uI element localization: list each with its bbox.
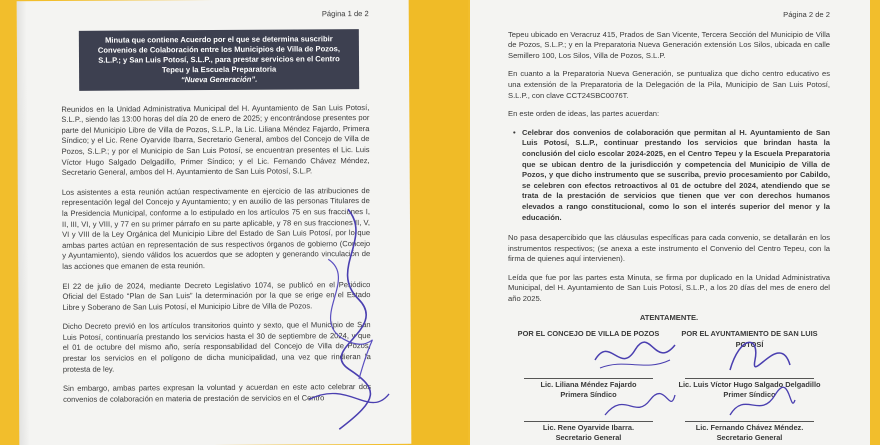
paragraph: No pasa desapercibido que las cláusulas específicas para cada convenio, se detallarán en los instrumentos respectivos; (se anexa a este instrumento el Convenio del Centro Tepeu, con la firma de quienes aquí intervienen). <box>508 233 830 264</box>
signer-name: Lic. Rene Oyarvide Ibarra. <box>542 423 635 433</box>
title-text: Minuta que contiene Acuerdo por el que se determina suscribir Convenios de Colaboración entre los Municipios de Villa de Pozos, S.L.P.; y San Luis Potosí, S.L.P., para prestar servicios en el Centro Tepeu y la Escuela Preparatoria <box>97 33 340 74</box>
paragraph: Reunidos en la Unidad Administrativa Municipal del H. Ayuntamiento de San Luis Potosí, S.L.P., siendo las 13:00 horas del día 20 de enero de 2025; y encontrándose presentes por parte del Municipio Libre de Villa de Pozos, S.L.P., la Lic. Liliana Méndez Fajardo, Primera Síndico; y el Lic. Rene Oyarvide Ibarra, Secretario General, ambos del Concejo de Villa de Pozos, S.L.P.; y por el Municipio de San Luis Potosí, se encuentran presentes el Lic. Luis Víctor Hugo Salgado Delgadillo, Primer Síndico; y el Lic. Fernando Chávez Méndez, Secretario General, ambos del H. Ayuntamiento de San Luis Potosí, S.L.P. <box>61 102 370 178</box>
signer-name: Lic. Fernando Chávez Méndez. <box>695 423 804 433</box>
paragraph: En cuanto a la Preparatoria Nueva Generación, se puntualiza que dicho centro educativo es una extensión de la Preparatoria de la Delegación de la Pila, Municipio de San Luis Potosí, S.L.P., con clave CCT24SBC0076T. <box>508 69 830 100</box>
document-page-1 <box>17 0 412 445</box>
agreement-bullet: • Celebrar dos convenios de colaboración que permitan al H. Ayuntamiento de San Luis Potosí, S.L.P., continuar prestando los servicios que brindan hasta la conclusión del ciclo escolar 2024-2025, en el Centro Tepeu y la Escuela Preparatoria que se ubican dentro de la jurisdicción y competencia del Municipio de Villa de Pozos, y que dicho instrumento que se suscriba, previo procesamiento por Cabildo, se celebren con efectos retroactivos al 01 de octubre del 2024, atendiendo que se trata de la prestación de servicios que tienen que ver con derechos humanos elevados a rango constitucional, como lo son el interés superior del menor y la educación. <box>522 128 830 223</box>
document-title <box>79 29 359 91</box>
signer-name: Lic. Luis Víctor Hugo Salgado Delgadillo <box>678 380 821 390</box>
paragraph: Sin embargo, ambas partes expresan la voluntad y acuerdan en este acto celebrar dos convenios de colaboración en materia de prestación de servicios en el Centro <box>62 382 372 404</box>
title-italic: “Nueva Generación”. <box>180 74 258 84</box>
background-gap <box>408 0 468 445</box>
page-number: Página 1 de 2 <box>321 9 369 19</box>
paragraph: Tepeu ubicado en Veracruz 415, Prados de San Vicente, Tercera Sección del Municipio de Villa de Pozos, S.L.P.; y en la Preparatoria Nueva Generación extensión Los Silos, ubicada en calle Semillero 100, Los Silos, Villa de Pozos, S.L.P. <box>508 29 830 60</box>
signature-block <box>669 421 830 442</box>
signature-block <box>508 421 669 442</box>
closing-text: ATENTAMENTE. <box>639 312 699 322</box>
signer-role: Primer Síndico <box>723 389 776 399</box>
signature-row-2 <box>508 421 830 442</box>
signature-headers <box>508 329 830 350</box>
signature-block <box>669 378 830 399</box>
signer-role: Primera Síndico <box>560 389 617 399</box>
paragraph: Dicho Decreto previó en los artículos transitorios quinto y sexto, que el Municipio de San Luis Potosí, continuaría prestando los servicios hasta el 30 de septiembre de 2024, y que el 01 de octubre del mismo año, sería responsabilidad del Concejo de Villa de Pozos, prestar los servicios en el polígono de dicha municipalidad, una vez que rindieran la protesta de ley. <box>62 320 371 374</box>
paragraph: En este orden de ideas, las partes acuerdan: <box>508 109 660 119</box>
paragraph: El 22 de julio de 2024, mediante Decreto Legislativo 1074, se publicó en el Periódico Oficial del Estado “Plan de San Luis” la determinación por la que se erige en el Estado Libre y Soberano de San Luis Potosí, el Municipio Libre de Villa de Pozos. <box>62 279 371 312</box>
header-san-luis-potosi: POR EL AYUNTAMIENTO DE SAN LUIS POTOSÍ <box>681 329 818 349</box>
page-number: Página 2 de 2 <box>783 10 830 19</box>
signature-block <box>508 378 669 399</box>
document-page-2 <box>470 0 870 445</box>
header-villa-de-pozos: POR EL CONCEJO DE VILLA DE POZOS <box>517 329 660 339</box>
paragraph: Los asistentes a esta reunión actúan respectivamente en ejercicio de las atribuciones de representación legal del Concejo y Ayuntamiento; y en auxilio de las personas Titulares de la Presidencia Municipal, conforme a lo estipulado en los artículos 75 en sus fracciones I, II, III, VI, y VIII, y 77 en su primer párrafo en su parte aplicable, y 78 en sus fracciones II, V, VI y VIII de la Ley Orgánica del Municipio Libre del Estado de San Luis Potosí, por lo que ambas partes actúan en representación de sus respectivos órganos de gobierno (Concejo y Ayuntamiento), siendo válidos los acuerdos que se adopten y generando vinculación de las acciones que emanen de esta reunión. <box>61 185 371 271</box>
signer-name: Lic. Liliana Méndez Fajardo <box>540 380 637 390</box>
paragraph: Leída que fue por las partes esta Minuta, se firma por duplicado en la Unidad Administrativa Municipal, del H. Ayuntamiento de San Luis Potosí, S.L.P., a los 20 días del mes de enero del año 2025. <box>508 272 830 304</box>
signer-role: Secretario General <box>555 432 622 442</box>
signer-role: Secretario General <box>716 432 783 442</box>
signature-row-1 <box>508 378 830 399</box>
